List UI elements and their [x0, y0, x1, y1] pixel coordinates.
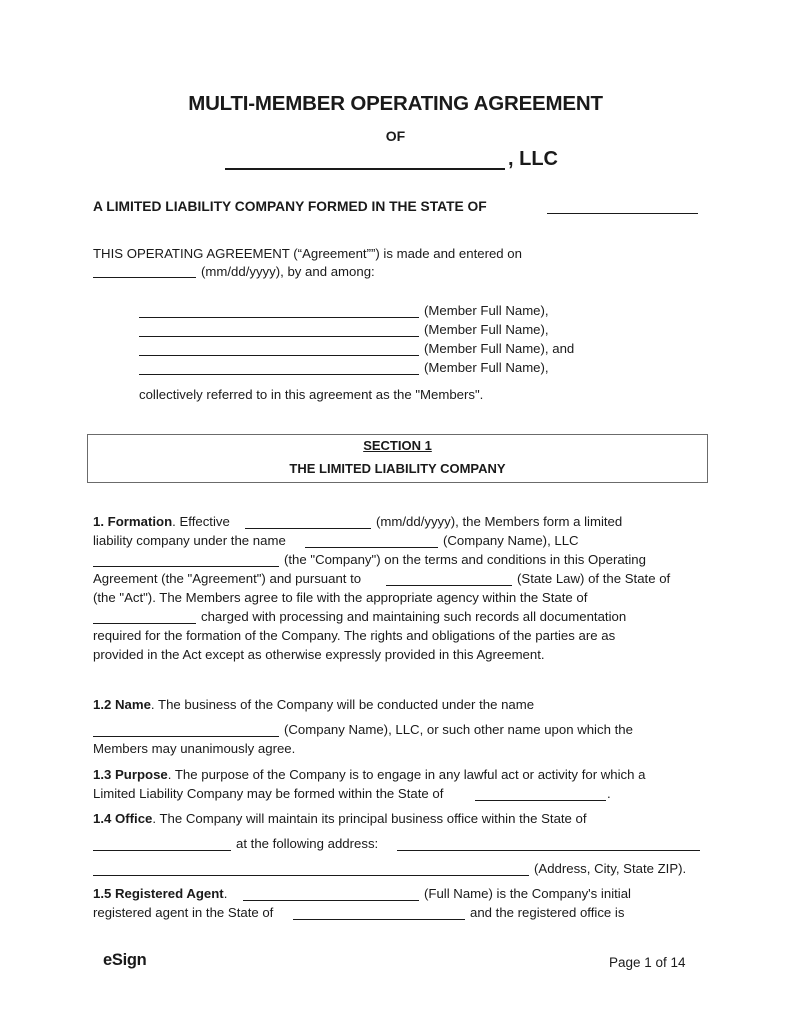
office-state-blank[interactable] [93, 850, 231, 851]
state-law-blank[interactable] [386, 585, 512, 586]
formation-text: (Company Name), LLC [443, 533, 579, 548]
name-clause-text: Members may unanimously agree. [93, 741, 296, 756]
purpose-text: . [607, 786, 611, 801]
purpose-state-blank[interactable] [475, 800, 606, 801]
member-name-blank[interactable] [139, 355, 419, 356]
section-number: SECTION 1 [363, 438, 432, 453]
agent-label: 1.5 Registered Agent [93, 886, 224, 901]
office-text: . The Company will maintain its principal business office within the State of [152, 811, 587, 826]
page-number: Page 1 of 14 [609, 955, 686, 970]
office-text: (Address, City, State ZIP). [534, 861, 687, 876]
member-label: (Member Full Name), [424, 303, 549, 318]
agent-text: . [223, 886, 228, 901]
office-label: 1.4 Office [93, 811, 153, 826]
brand-logo: eSign [103, 951, 147, 969]
section-header-box [87, 434, 708, 483]
formation-state-blank[interactable] [547, 213, 698, 214]
document-of: OF [385, 128, 406, 144]
section-title: THE LIMITED LIABILITY COMPANY [289, 461, 506, 476]
member-name-blank[interactable] [139, 336, 419, 337]
collectively-text: collectively referred to in this agreement as the "Members". [139, 387, 484, 402]
company-name-blank[interactable] [93, 566, 279, 567]
formation-text: (State Law) of the State of [517, 571, 671, 586]
intro-line-1: THIS OPERATING AGREEMENT (“Agreement””) is made and entered on [93, 246, 522, 261]
member-label: (Member Full Name), and [424, 341, 575, 356]
formation-text: charged with processing and maintaining such records all documentation [201, 609, 627, 624]
company-name-blank[interactable] [93, 736, 279, 737]
llc-suffix: , LLC [508, 148, 558, 170]
purpose-text: . The purpose of the Company is to engage in any lawful act or activity for which a [167, 767, 646, 782]
name-clause-label: 1.2 Name [93, 697, 151, 712]
document-title: MULTI-MEMBER OPERATING AGREEMENT [188, 92, 603, 115]
member-name-blank[interactable] [139, 317, 419, 318]
formation-line-1 [93, 513, 230, 531]
state-heading: A LIMITED LIABILITY COMPANY FORMED IN THE STATE OF [93, 199, 487, 214]
llc-name-blank[interactable] [225, 168, 505, 170]
formation-text: Agreement (the "Agreement") and pursuant to [93, 571, 362, 586]
formation-text: provided in the Act except as otherwise expressly provided in this Agreement. [93, 647, 545, 662]
formation-text: (the "Company") on the terms and conditions in this Operating [284, 552, 646, 567]
member-label: (Member Full Name), [424, 360, 549, 375]
office-text: at the following address: [236, 836, 379, 851]
agent-text: registered agent in the State of [93, 905, 274, 920]
company-name-blank[interactable] [305, 547, 438, 548]
agent-name-blank[interactable] [243, 900, 419, 901]
agent-line-1 [93, 885, 227, 903]
agent-state-blank[interactable] [293, 919, 465, 920]
formation-text: (mm/dd/yyyy), the Members form a limited [376, 514, 623, 529]
formation-text: . Effective [172, 514, 230, 529]
intro-line-2: (mm/dd/yyyy), by and among: [201, 264, 375, 279]
purpose-label: 1.3 Purpose [93, 767, 168, 782]
name-clause-text: (Company Name), LLC, or such other name upon which the [284, 722, 633, 737]
purpose-text: Limited Liability Company may be formed within the State of [93, 786, 444, 801]
formation-text: (the "Act"). The Members agree to file with the appropriate agency within the State of [93, 590, 588, 605]
agent-text: (Full Name) is the Company's initial [424, 886, 631, 901]
agreement-date-blank[interactable] [93, 277, 196, 278]
name-clause-text: . The business of the Company will be conducted under the name [150, 697, 535, 712]
office-line-1 [93, 810, 587, 828]
member-label: (Member Full Name), [424, 322, 549, 337]
agent-text: and the registered office is [470, 905, 625, 920]
purpose-line-1 [93, 766, 645, 784]
name-clause-line-1 [93, 696, 534, 714]
formation-label: 1. Formation [93, 514, 173, 529]
formation-text: liability company under the name [93, 533, 286, 548]
member-name-blank[interactable] [139, 374, 419, 375]
office-address-blank[interactable] [93, 875, 529, 876]
formation-text: required for the formation of the Company. The rights and obligations of the parties are as [93, 628, 616, 643]
state-agency-blank[interactable] [93, 623, 196, 624]
office-address-blank[interactable] [397, 850, 700, 851]
effective-date-blank[interactable] [245, 528, 371, 529]
